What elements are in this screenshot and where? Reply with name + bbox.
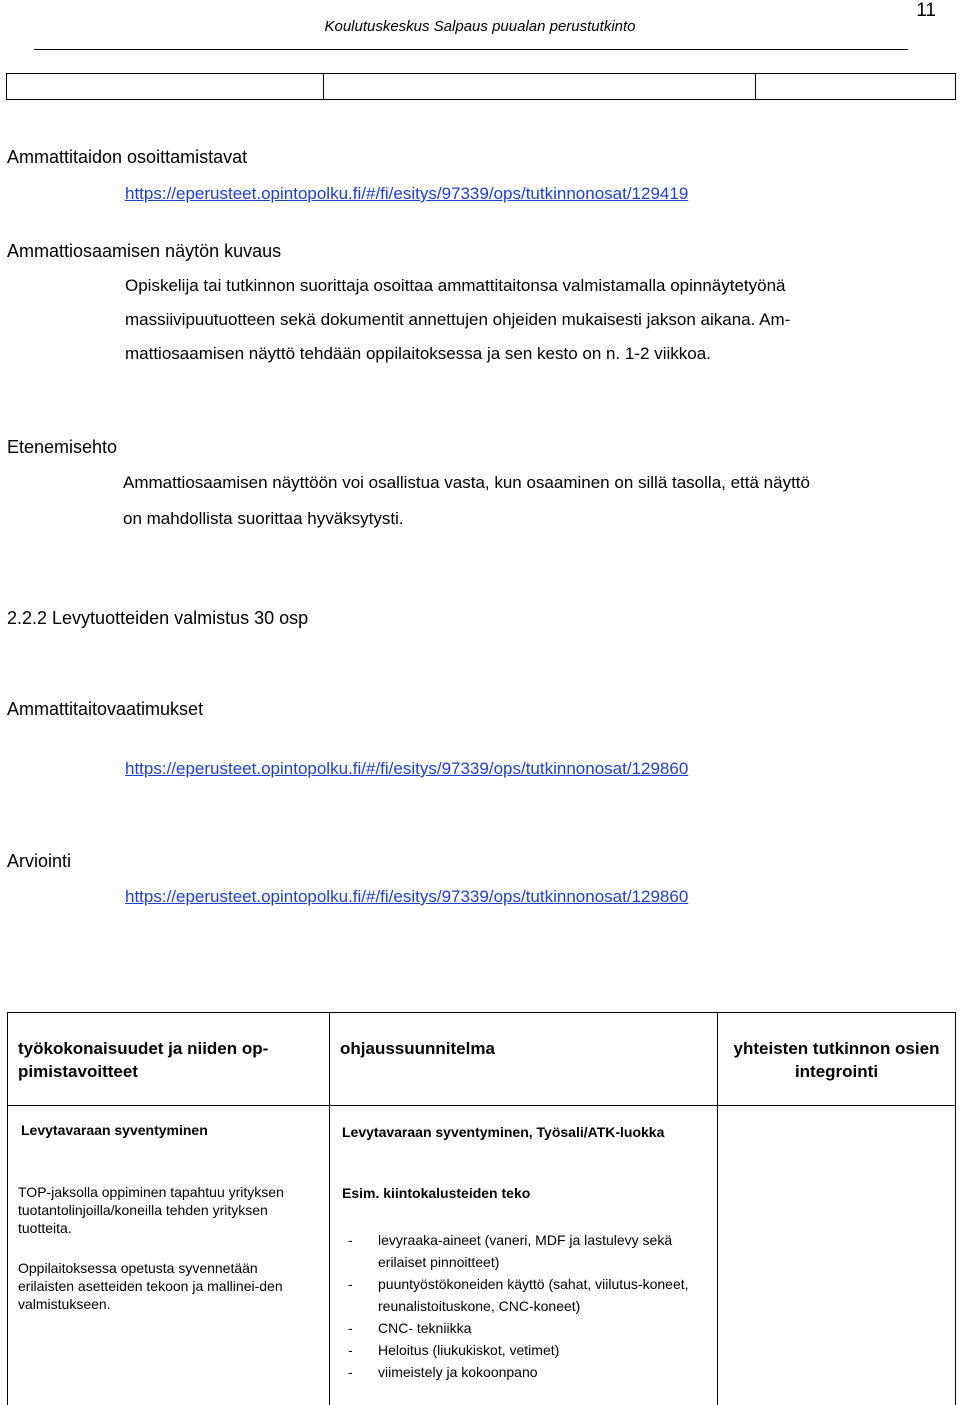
table-body-cell-empty xyxy=(717,1105,956,1405)
vaatimukset-link[interactable]: https://eperusteet.opintopolku.fi/#/fi/esitys/97339/ops/tutkinnonosat/129860 xyxy=(125,759,689,778)
header-rule xyxy=(34,49,908,50)
table-header-cell xyxy=(329,1012,718,1106)
text-line: on mahdollista suorittaa hyväksytysti. xyxy=(123,509,404,528)
section-heading-osoittamistavat: Ammattitaidon osoittamistavat xyxy=(7,147,248,167)
table-divider xyxy=(755,74,756,99)
list-item: - Heloitus (liukukiskot, vetimet) xyxy=(340,1339,700,1361)
text-line: massiivipuutuotteen sekä dokumentit annettujen ohjeiden mukaisesti jakson aikana. Am- xyxy=(125,310,791,329)
section-heading-naytto: Ammattiosaamisen näytön kuvaus xyxy=(7,241,282,261)
section-heading-arviointi: Arviointi xyxy=(7,851,72,871)
osoittamistavat-link[interactable]: https://eperusteet.opintopolku.fi/#/fi/esitys/97339/ops/tutkinnonosat/129419 xyxy=(125,184,689,203)
module-title: 2.2.2 Levytuotteiden valmistus 30 osp xyxy=(7,608,309,628)
list-item: - puuntyöstökoneiden käyttö (sahat, viilutus-koneet, reunalistoituskone, CNC-koneet) xyxy=(340,1273,700,1317)
table-body-cell xyxy=(7,1105,329,1405)
arviointi-link[interactable]: https://eperusteet.opintopolku.fi/#/fi/esitys/97339/ops/tutkinnonosat/129860 xyxy=(125,887,689,906)
section-heading-vaatimukset: Ammattitaitovaatimukset xyxy=(7,699,204,719)
page-number: 11 xyxy=(916,0,936,21)
col1-paragraph: Oppilaitoksessa opetusta syvennetään erilaisten asetteiden tekoon ja mallinei-den valmistukseen. xyxy=(18,1260,283,1312)
col2-example: Esim. kiintokalusteiden teko xyxy=(342,1185,531,1201)
text-line: Ammattiosaamisen näyttöön voi osallistua vasta, kun osaaminen on sillä tasolla, että näyttö xyxy=(123,473,810,492)
header-tyokokonaisuudet: työkokonaisuudet ja niiden op-pimistavoitteet xyxy=(18,1039,269,1081)
list-item: - levyraaka-aineet (vaneri, MDF ja lastulevy sekä erilaiset pinnoitteet) xyxy=(340,1229,700,1273)
table-divider xyxy=(323,74,324,99)
header-integrointi: yhteisten tutkinnon osien integrointi xyxy=(733,1039,940,1081)
top-table-empty-row xyxy=(6,73,956,100)
col2-title: Levytavaraan syventyminen, Työsali/ATK-luokka xyxy=(342,1124,665,1140)
header-ohjaussuunnitelma: ohjaussuunnitelma xyxy=(340,1039,495,1058)
table-header-cell xyxy=(7,1012,330,1106)
list-item: - viimeistely ja kokoonpano xyxy=(340,1361,700,1383)
naytto-description xyxy=(125,269,950,371)
text-line: Opiskelija tai tutkinnon suorittaja osoittaa ammattitaitonsa valmistamalla opinnäytetyönä xyxy=(125,276,786,295)
running-header: Koulutuskeskus Salpaus puualan perustutkinto xyxy=(324,18,636,35)
text-line: mattiosaamisen näyttö tehdään oppilaitoksessa ja sen kesto on n. 1-2 viikkoa. xyxy=(125,344,711,363)
table-header-cell xyxy=(717,1012,956,1106)
col2-list xyxy=(340,1229,700,1383)
col1-title: Levytavaraan syventyminen xyxy=(21,1122,208,1138)
col1-paragraph: TOP-jaksolla oppiminen tapahtuu yrityksen tuotantolinjoilla/koneilla tehden yrityksen tuotteita. xyxy=(18,1184,284,1236)
list-item: - CNC- tekniikka xyxy=(340,1317,700,1339)
section-heading-etenemisehto: Etenemisehto xyxy=(7,437,118,457)
table-body-cell xyxy=(329,1105,718,1405)
etenemisehto-description xyxy=(123,465,953,537)
